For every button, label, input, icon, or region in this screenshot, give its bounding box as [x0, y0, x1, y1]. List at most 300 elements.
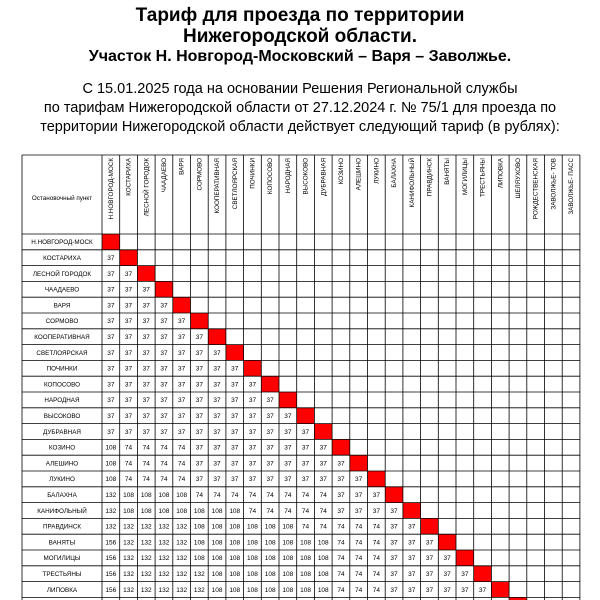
- fare-cell: 108: [282, 571, 294, 578]
- fare-cell: 37: [408, 539, 416, 547]
- fare-cell: 132: [193, 571, 205, 578]
- fare-cell: 37: [337, 492, 345, 499]
- column-header: ЛУКИНО: [373, 158, 381, 184]
- fare-cell: 132: [158, 586, 170, 594]
- fare-cell: 37: [142, 428, 150, 436]
- diagonal-cell: [456, 550, 474, 566]
- fare-cell: 108: [140, 507, 152, 515]
- diagonal-cell: [261, 376, 279, 392]
- fare-cell: 108: [229, 571, 241, 578]
- column-header: ЗАВОЛЖЬЕ- ПАСС: [568, 158, 576, 215]
- fare-cell: 37: [124, 428, 133, 436]
- fare-cell: 108: [193, 539, 205, 547]
- diagonal-cell: [191, 313, 209, 329]
- column-header: НАРОДНАЯ: [284, 158, 292, 194]
- fare-cell: 132: [123, 571, 134, 578]
- fare-cell: 37: [178, 428, 186, 436]
- fare-cell: 74: [248, 507, 257, 515]
- fare-cell: 74: [266, 492, 274, 499]
- fare-cell: 74: [284, 492, 292, 499]
- fare-cell: 37: [408, 555, 416, 563]
- fare-cell: 108: [247, 571, 258, 578]
- fare-cell: 108: [158, 492, 170, 499]
- fare-cell: 108: [123, 492, 134, 499]
- fare-cell: 74: [231, 492, 239, 499]
- fare-cell: 37: [107, 349, 115, 357]
- fare-cell: 108: [264, 539, 276, 547]
- fare-cell: 74: [355, 571, 363, 578]
- diagonal-cell: [173, 297, 191, 313]
- fare-cell: 37: [248, 476, 257, 484]
- fare-cell: 37: [142, 381, 150, 389]
- fare-cell: 37: [284, 444, 292, 452]
- fare-cell: 37: [284, 476, 292, 484]
- fare-cell: 108: [123, 507, 134, 515]
- fare-cell: 37: [231, 476, 239, 484]
- fare-cell: 37: [266, 460, 274, 468]
- fare-cell: 108: [264, 555, 276, 563]
- fare-cell: 74: [372, 586, 380, 594]
- row-header: ВЫСОКОВО: [43, 413, 81, 420]
- fare-cell: 74: [124, 460, 133, 468]
- fare-cell: 108: [300, 571, 311, 578]
- fare-cell: 74: [337, 571, 345, 578]
- row-header: КАНИФОЛЬНЫЙ: [37, 507, 87, 515]
- fare-cell: 132: [123, 523, 134, 531]
- fare-cell: 74: [301, 523, 310, 531]
- fare-cell: 108: [264, 586, 276, 594]
- intro-line-1: С 15.01.2025 года на основании Решения Региональной службы: [82, 81, 518, 97]
- fare-cell: 108: [247, 586, 258, 594]
- fare-cell: 37: [461, 586, 469, 594]
- fare-cell: 132: [105, 492, 117, 499]
- diagonal-cell: [438, 534, 456, 550]
- fare-cell: 37: [160, 413, 168, 420]
- diagonal-cell: [244, 360, 262, 376]
- row-header: КОЗИНО: [48, 444, 76, 452]
- row-header: ЧААДАЕВО: [44, 286, 80, 294]
- fare-cell: 37: [319, 444, 327, 452]
- fare-cell: 37: [337, 460, 345, 468]
- fare-cell: 37: [337, 476, 345, 484]
- fare-cell: 108: [211, 539, 223, 547]
- column-header: ПРАВДИНСК: [426, 158, 434, 197]
- fare-cell: 37: [443, 555, 451, 563]
- fare-cell: 37: [178, 318, 186, 326]
- fare-cell: 74: [178, 444, 186, 452]
- fare-cell: 132: [105, 507, 117, 515]
- fare-cell: 74: [248, 492, 257, 499]
- column-header: АЛЕШИНО: [355, 158, 363, 191]
- fare-cell: 37: [408, 571, 416, 578]
- diagonal-cell: [491, 582, 509, 598]
- fare-cell: 37: [231, 381, 239, 389]
- fare-cell: 132: [140, 586, 152, 594]
- column-header: МОГИЛИЦЫ: [461, 158, 469, 195]
- fare-cell: 108: [158, 507, 170, 515]
- fare-cell: 74: [266, 507, 274, 515]
- row-header: ВАНЯТЫ: [48, 539, 76, 547]
- fare-cell: 37: [213, 381, 221, 389]
- fare-cell: 37: [142, 397, 150, 405]
- diagonal-cell: [474, 566, 492, 582]
- row-header: СВЕТЛОЯРСКАЯ: [36, 349, 88, 357]
- fare-cell: 156: [105, 586, 117, 594]
- fare-cell: 108: [105, 444, 117, 452]
- diagonal-cell: [137, 266, 155, 282]
- fare-cell: 108: [211, 523, 223, 531]
- fare-cell: 132: [158, 571, 170, 578]
- fare-cell: 108: [211, 507, 223, 515]
- column-header: КОЗИНО: [337, 158, 345, 185]
- fare-cell: 37: [443, 571, 451, 578]
- row-header: КООПЕРАТИВНАЯ: [34, 334, 90, 341]
- fare-cell: 74: [160, 476, 168, 484]
- fare-cell: 37: [160, 318, 168, 326]
- column-header: РОЖДЕСТВЕНСКАЯ: [532, 158, 540, 220]
- diagonal-cell: [350, 455, 368, 471]
- diagonal-cell: [102, 234, 120, 250]
- fare-cell: 37: [266, 428, 274, 436]
- fare-cell: 156: [105, 571, 117, 578]
- row-header: КОСТАРИХА: [43, 255, 81, 262]
- fare-cell: 37: [248, 397, 257, 405]
- diagonal-cell: [208, 329, 226, 345]
- fare-cell: 37: [195, 334, 203, 341]
- fare-cell: 74: [284, 507, 292, 515]
- fare-cell: 108: [193, 523, 205, 531]
- row-header: ВАРЯ: [53, 302, 71, 310]
- fare-cell: 37: [160, 334, 168, 341]
- fare-cell: 37: [124, 318, 133, 326]
- fare-cell: 74: [178, 476, 186, 484]
- fare-cell: 37: [213, 413, 221, 420]
- fare-cell: 37: [248, 444, 257, 452]
- fare-cell: 74: [319, 523, 327, 531]
- fare-cell: 108: [247, 539, 258, 547]
- fare-cell: 108: [193, 555, 205, 563]
- fare-cell: 74: [372, 571, 380, 578]
- fare-cell: 37: [142, 365, 150, 373]
- fare-cell: 108: [211, 571, 223, 578]
- fare-cell: 108: [282, 555, 294, 563]
- column-header: КОПОСОВО: [267, 158, 275, 195]
- fare-cell: 37: [195, 381, 203, 389]
- fare-cell: 37: [425, 586, 434, 594]
- column-header: ВАНЯТЫ: [444, 158, 452, 185]
- fare-cell: 108: [229, 507, 241, 515]
- fare-cell: 37: [107, 334, 115, 341]
- fare-cell: 74: [301, 507, 310, 515]
- column-header: СОРМОВО: [196, 158, 204, 191]
- column-header: КООПЕРАТИВНАЯ: [214, 157, 222, 214]
- row-header: ТРЕСТЬЯНЫ: [42, 571, 82, 578]
- diagonal-cell: [403, 503, 421, 519]
- fare-cell: 108: [317, 539, 329, 547]
- fare-cell: 37: [425, 555, 434, 563]
- fare-cell: 37: [107, 381, 115, 389]
- fare-cell: 37: [107, 286, 115, 294]
- fare-cell: 37: [107, 270, 115, 278]
- fare-cell: 74: [195, 492, 203, 499]
- fare-cell: 37: [319, 460, 327, 468]
- fare-cell: 37: [266, 397, 274, 405]
- fare-cell: 37: [107, 413, 115, 420]
- fare-cell: 37: [390, 523, 398, 531]
- fare-cell: 37: [142, 318, 150, 326]
- fare-cell: 37: [124, 270, 133, 278]
- fare-cell: 37: [231, 428, 239, 436]
- column-header: ЛЕСНОЙ ГОРОДОК: [143, 158, 151, 217]
- fare-cell: 37: [284, 460, 292, 468]
- diagonal-cell: [421, 518, 439, 534]
- column-header: СВЕТЛОЯРСКАЯ: [231, 158, 239, 210]
- fare-cell: 37: [124, 349, 133, 357]
- row-header: СОРМОВО: [45, 318, 79, 326]
- fare-cell: 74: [337, 539, 345, 547]
- fare-cell: 37: [160, 302, 168, 310]
- fare-cell: 37: [478, 586, 487, 594]
- fare-cell: 37: [178, 349, 186, 357]
- fare-cell: 132: [176, 555, 188, 563]
- fare-cell: 132: [158, 523, 170, 531]
- fare-cell: 156: [105, 539, 117, 547]
- row-header: Н.НОВГОРОД-МОСК: [31, 239, 93, 247]
- fare-cell: 37: [390, 586, 398, 594]
- fare-cell: 108: [300, 586, 311, 594]
- fare-cell: 37: [124, 413, 133, 420]
- fare-cell: 74: [142, 476, 150, 484]
- diagonal-cell: [226, 345, 244, 361]
- row-header: ДУБРАВНАЯ: [43, 428, 81, 436]
- fare-cell: 108: [247, 555, 258, 563]
- row-header: ПРАВДИНСК: [42, 523, 82, 531]
- fare-cell: 37: [425, 571, 434, 578]
- fare-cell: 74: [124, 476, 133, 484]
- fare-cell: 37: [124, 334, 133, 341]
- fare-cell: 37: [301, 444, 310, 452]
- diagonal-cell: [332, 439, 350, 455]
- fare-cell: 132: [176, 523, 188, 531]
- fare-cell: 37: [107, 318, 115, 326]
- fare-cell: 37: [213, 428, 221, 436]
- fare-cell: 132: [193, 586, 205, 594]
- fare-cell: 37: [284, 428, 292, 436]
- fare-cell: 74: [124, 444, 133, 452]
- fare-cell: 37: [195, 460, 203, 468]
- fare-cell: 37: [124, 286, 133, 294]
- column-header: ШЕЛЯУХОВО: [514, 158, 522, 199]
- fare-cell: 37: [107, 302, 115, 310]
- fare-cell: 74: [337, 555, 345, 563]
- fare-cell: 132: [176, 539, 188, 547]
- row-header: КОПОСОВО: [43, 381, 81, 389]
- fare-cell: 108: [282, 586, 294, 594]
- row-header: ЛУКИНО: [49, 476, 75, 484]
- fare-cell: 37: [213, 460, 221, 468]
- fare-cell: 132: [158, 555, 170, 563]
- fare-cell: 37: [142, 349, 150, 357]
- diagonal-cell: [314, 424, 332, 440]
- fare-cell: 74: [213, 492, 221, 499]
- fare-cell: 132: [123, 555, 134, 563]
- fare-cell: 37: [213, 397, 221, 405]
- corner-label: Остановочный пункт: [31, 195, 93, 202]
- fare-cell: 37: [107, 428, 115, 436]
- fare-cell: 37: [461, 571, 469, 578]
- fare-cell: 37: [142, 334, 150, 341]
- row-header: ПОЧИНКИ: [46, 365, 78, 373]
- column-header: ЗАВОЛЖЬЕ- ТОВ: [550, 158, 558, 210]
- fare-cell: 37: [408, 586, 416, 594]
- fare-cell: 108: [211, 586, 223, 594]
- fare-cell: 37: [160, 349, 168, 357]
- fare-cell: 37: [195, 476, 203, 484]
- fare-cell: 37: [195, 444, 203, 452]
- column-header: БАЛАХНА: [391, 158, 399, 188]
- fare-cell: 37: [372, 492, 380, 499]
- diagonal-cell: [368, 471, 386, 487]
- fare-cell: 108: [229, 523, 241, 531]
- fare-cell: 37: [160, 428, 168, 436]
- fare-cell: 37: [390, 539, 398, 547]
- diagonal-cell: [279, 392, 297, 408]
- fare-cell: 37: [124, 365, 133, 373]
- fare-cell: 37: [142, 302, 150, 310]
- fare-cell: 74: [355, 523, 363, 531]
- row-header: АЛЕШИНО: [45, 460, 79, 468]
- fare-cell: 108: [300, 555, 311, 563]
- fare-cell: 37: [443, 586, 451, 594]
- fare-cell: 108: [317, 571, 329, 578]
- fare-cell: 74: [301, 492, 310, 499]
- column-header: Н.НОВГОРОД-МОСК: [107, 158, 115, 220]
- fare-cell: 156: [105, 555, 117, 563]
- fare-cell: 74: [142, 444, 150, 452]
- fare-cell: 74: [178, 460, 186, 468]
- fare-cell: 108: [176, 507, 188, 515]
- fare-cell: 37: [195, 428, 203, 436]
- fare-cell: 37: [160, 397, 168, 405]
- fare-cell: 74: [160, 460, 168, 468]
- fare-cell: 37: [160, 381, 168, 389]
- fare-cell: 37: [213, 349, 221, 357]
- fare-cell: 108: [105, 460, 117, 468]
- fare-cell: 37: [124, 381, 133, 389]
- row-header: ЛИПОВКА: [46, 586, 78, 594]
- fare-cell: 37: [390, 507, 398, 515]
- fare-cell: 37: [124, 302, 133, 310]
- intro-line-3: территории Нижегородской области действует следующий тариф (в рублях):: [40, 119, 560, 135]
- fare-cell: 108: [282, 523, 294, 531]
- fare-cell: 37: [142, 286, 150, 294]
- fare-cell: 108: [229, 586, 241, 594]
- column-header: ЧААДАЕВО: [160, 158, 168, 193]
- fare-cell: 37: [178, 413, 186, 420]
- fare-cell: 108: [300, 539, 311, 547]
- fare-cell: 37: [107, 365, 115, 373]
- fare-cell: 37: [195, 365, 203, 373]
- fare-cell: 37: [248, 381, 257, 389]
- row-header: НАРОДНАЯ: [44, 397, 80, 405]
- fare-cell: 132: [140, 523, 152, 531]
- intro-line-2: по тарифам Нижегородской области от 27.12.2024 г. № 75/1 для проезда по: [43, 100, 557, 116]
- column-header: ТРЕСТЬЯНЫ: [479, 158, 487, 197]
- page-subtitle: Участок Н. Новгород-Московский – Варя – Заволжье.: [88, 48, 512, 65]
- fare-cell: 74: [355, 539, 363, 547]
- fare-cell: 37: [178, 381, 186, 389]
- fare-cell: 37: [107, 255, 115, 262]
- fare-cell: 74: [372, 555, 380, 563]
- fare-cell: 37: [195, 397, 203, 405]
- fare-cell: 37: [337, 507, 345, 515]
- fare-cell: 37: [124, 397, 133, 405]
- fare-cell: 108: [176, 492, 188, 499]
- fare-cell: 37: [408, 523, 416, 531]
- fare-cell: 74: [355, 586, 363, 594]
- fare-cell: 74: [142, 460, 150, 468]
- fare-cell: 74: [337, 586, 345, 594]
- fare-cell: 37: [284, 413, 292, 420]
- fare-cell: 37: [195, 349, 203, 357]
- fare-cell: 37: [213, 476, 221, 484]
- fare-cell: 74: [372, 539, 380, 547]
- fare-cell: 37: [301, 476, 310, 484]
- fare-cell: 37: [231, 413, 239, 420]
- fare-cell: 132: [123, 586, 134, 594]
- column-header: КОСТАРИХА: [125, 158, 133, 196]
- column-header: ВЫСОКОВО: [302, 158, 310, 195]
- fare-cell: 37: [231, 444, 239, 452]
- row-header: ЛЕСНОЙ ГОРОДОК: [32, 270, 92, 278]
- column-header: ЛИПОВКА: [497, 158, 505, 189]
- fare-cell: 132: [158, 539, 170, 547]
- fare-cell: 108: [105, 476, 117, 484]
- diagonal-cell: [297, 408, 315, 424]
- fare-cell: 37: [142, 413, 150, 420]
- fare-cell: 132: [105, 523, 117, 531]
- fare-cell: 37: [248, 413, 257, 420]
- fare-cell: 37: [248, 428, 257, 436]
- fare-cell: 108: [264, 523, 276, 531]
- page-title-line-1: Тариф для проезда по территории: [135, 5, 465, 26]
- fare-cell: 132: [140, 539, 152, 547]
- fare-cell: 132: [176, 571, 188, 578]
- column-header: ПОЧИНКИ: [249, 158, 257, 189]
- fare-cell: 132: [140, 555, 152, 563]
- fare-cell: 132: [140, 571, 152, 578]
- fare-cell: 108: [264, 571, 276, 578]
- row-header: БАЛАХНА: [47, 492, 77, 499]
- fare-cell: 74: [319, 492, 327, 499]
- fare-cell: 37: [266, 444, 274, 452]
- column-header: ДУБРАВНАЯ: [320, 158, 328, 196]
- fare-cell: 37: [213, 444, 221, 452]
- fare-cell: 74: [355, 555, 363, 563]
- row-header: МОГИЛИЦЫ: [43, 555, 81, 563]
- fare-cell: 37: [248, 460, 257, 468]
- fare-cell: 37: [107, 397, 115, 405]
- fare-cell: 108: [140, 492, 152, 499]
- fare-cell: 37: [178, 397, 186, 405]
- fare-cell: 37: [301, 460, 310, 468]
- fare-cell: 37: [355, 492, 363, 499]
- fare-cell: 108: [317, 555, 329, 563]
- fare-cell: 37: [355, 476, 363, 484]
- fare-cell: 37: [231, 460, 239, 468]
- fare-cell: 132: [123, 539, 134, 547]
- diagonal-cell: [120, 250, 138, 266]
